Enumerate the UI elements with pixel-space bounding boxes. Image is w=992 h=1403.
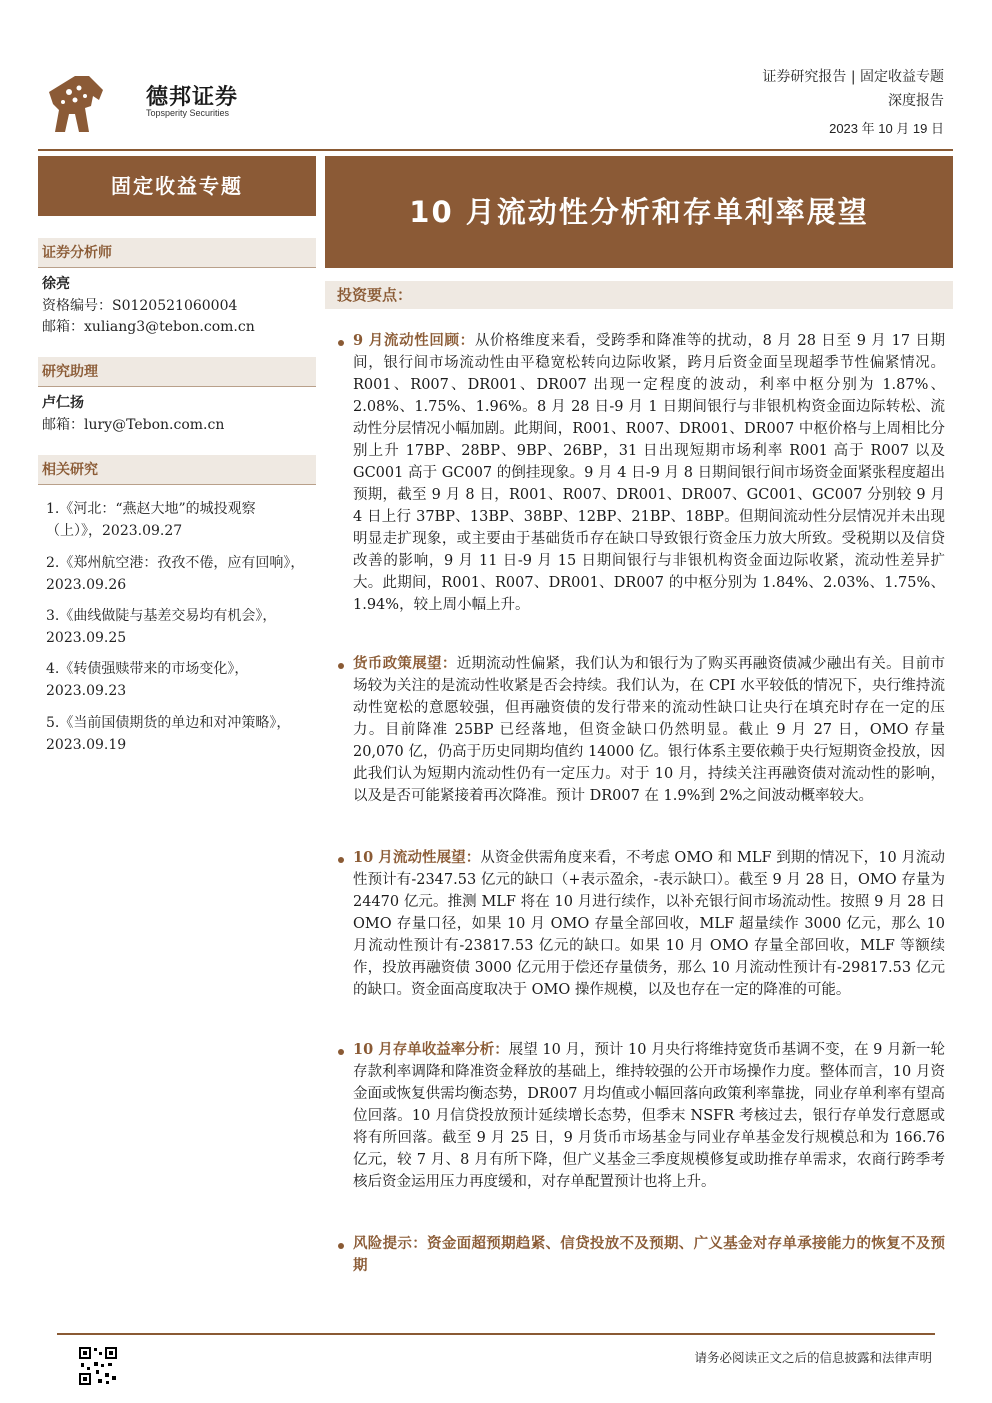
- investment-points-heading: 投资要点：: [325, 281, 953, 309]
- brand-name-cn: 德邦证券: [146, 85, 239, 110]
- assistant-email[interactable]: 邮箱：lury@Tebon.com.cn: [42, 417, 225, 433]
- company-logo: [45, 70, 107, 138]
- assistant-name: 卢仁扬: [42, 395, 84, 411]
- analyst-name: 徐亮: [42, 276, 70, 292]
- footer-divider: [57, 1333, 935, 1335]
- bullet-icon: [338, 1243, 344, 1249]
- qr-code-icon: [78, 1346, 118, 1386]
- report-title: 10 月流动性分析和存单利率展望: [325, 156, 953, 268]
- bullet-icon: [338, 857, 344, 863]
- legal-disclaimer: 请务必阅读正文之后的信息披露和法律声明: [694, 1350, 932, 1365]
- bullet-icon: [338, 340, 344, 346]
- category-banner: 固定收益专题: [38, 156, 316, 216]
- point-cd-yield: [353, 1039, 945, 1193]
- point-liquidity-review: [353, 330, 945, 616]
- brand-name-en: Topsperity Securities: [146, 108, 230, 118]
- risk-warning: 风险提示：资金面超预期趋紧、信贷投放不及预期、广义基金对存单承接能力的恢复不及预期: [353, 1235, 945, 1274]
- point-text: 展望 10 月，预计 10 月央行将维持宽货币基调不变，在 9 月新一轮存款利率调降和降准资金释放的基础上，维持较强的公开市场操作力度。整体而言，10 月资金面或恢复供需均衡态势，DR007 月均值或小幅回落向政策利率靠拢，同业存单利率有望高位回落。10 月信贷投放预计延续增长态势，但季末 NSFR 考核过去，银行存单发行意愿或将有所回落。截至 9 月 25 日，9 月货币市场基金与同业存单基金发行规模总和为 166.76 亿元，较 7 月、8 月有所下降，但广义基金三季度规模修复或助推存单需求，农商行跨季考核后资金运用压力再度缓和，对存单配置预计也将上升。: [353, 1042, 946, 1190]
- related-report-item[interactable]: 2.《郑州航空港：孜孜不倦，应有回响》，2023.09.26: [46, 555, 305, 593]
- bullet-icon: [338, 663, 344, 669]
- report-type: 证券研究报告 | 固定收益专题: [762, 69, 944, 85]
- point-text: 从资金供需角度来看，不考虑 OMO 和 MLF 到期的情况下，10 月流动性预计有-2347.53 亿元的缺口（+表示盈余，-表示缺口）。截至 9 月 28 日，OMO 存量为 24470 亿元。推测 MLF 将在 10 月进行续作，以补充银行间市场流动性。按照 9 月 28 日 OMO 存量口径，如果 10 月 OMO 存量全部回收，MLF 超量续作 3000 亿元，那么 10 月流动性预计有-23817.53 亿元的缺口。如果 10 月 OMO 存量全部回收，MLF 等额续作，投放再融资债 3000 亿元用于偿还存量债务，那么 10 月流动性预计有-29817.53 亿元的缺口。资金面高度取决于 OMO 操作规模，以及也存在一定的降准的可能。: [353, 850, 945, 998]
- point-monetary-policy: [353, 653, 945, 807]
- point-lead: 货币政策展望：: [353, 655, 457, 672]
- point-lead: 10 月流动性展望：: [353, 849, 481, 866]
- related-report-item[interactable]: 1.《河北：“燕赵大地”的城投观察（上）》，2023.09.27: [46, 501, 256, 539]
- analyst-heading: 证券分析师: [38, 238, 316, 268]
- analyst-email[interactable]: 邮箱：xuliang3@tebon.com.cn: [42, 319, 255, 335]
- related-report-item[interactable]: 5.《当前国债期货的单边和对冲策略》，2023.09.19: [46, 715, 291, 753]
- analyst-certificate: 资格编号：S0120521060004: [42, 298, 238, 314]
- related-report-item[interactable]: 4.《转债强赎带来的市场变化》，2023.09.23: [46, 661, 249, 699]
- related-research-heading: 相关研究: [38, 455, 316, 485]
- point-lead: 9 月流动性回顾：: [353, 332, 475, 349]
- report-date: 2023 年 10 月 19 日: [829, 121, 944, 136]
- header-divider: [38, 149, 953, 151]
- report-depth: 深度报告: [888, 93, 944, 109]
- point-october-liquidity: [353, 847, 945, 1001]
- point-text: 近期流动性偏紧，我们认为和银行为了购买再融资债减少融出有关。目前市场较为关注的是流动性收紧是否会持续。我们认为，在 CPI 水平较低的情况下，央行维持流动性宽松的意愿较强，但再融资债的发行带来的流动性缺口让央行在填充时存在一定的压力。目前降准 25BP 已经落地，但资金缺口仍然明显。截止 9 月 27 日，OMO 存量 20,070 亿，仍高于历史同期均值约 14000 亿。银行体系主要依赖于央行短期资金投放，因此我们认为短期内流动性仍有一定压力。对于 10 月，持续关注再融资债对流动性的影响，以及是否可能紧接着再次降准。预计 DR007 在 1.9%到 2%之间波动概率较大。: [353, 656, 945, 804]
- related-report-item[interactable]: 3.《曲线做陡与基差交易均有机会》，2023.09.25: [46, 608, 277, 646]
- point-lead: 10 月存单收益率分析：: [353, 1041, 509, 1058]
- point-text: 从价格维度来看，受跨季和降准等的扰动，8 月 28 日至 9 月 17 日期间，银行间市场流动性由平稳宽松转向边际收紧，跨月后资金面呈现超季节性偏紧情况。R001、R007、DR001、DR007 出现一定程度的波动，利率中枢分别为 1.87%、2.08%、1.75%、1.96%。8 月 28 日-9 月 1 日期间银行与非银机构资金面边际转松、流动性分层情况小幅加剧。此期间，R001、R007、DR001、DR007 中枢价格与上周相比分别上升 17BP、28BP、9BP、26BP，31 日出现短期市场利率 R001 高于 R007 以及 GC001 高于 GC007 的倒挂现象。9 月 4 日-9 月 8 日期间银行间市场资金面紧张程度超出预期，截至 9 月 8 日，R001、R007、DR001、DR007、GC001、GC007 分别较 9 月 4 日上行 37BP、13BP、38BP、12BP、21BP、18BP。但期间流动性分层情况并未出现明显走扩现象，或主要由于基础货币存在缺口导致银行资金压力放大所致。受税期以及信贷改善的影响，9 月 11 日-9 月 15 日期间银行与非银机构资金面边际收紧，流动性差异扩大。此期间，R001、R007、DR001、DR007 的中枢分别为 1.84%、2.03%、1.75%、1.94%，较上周小幅上升。: [353, 333, 945, 613]
- assistant-heading: 研究助理: [38, 357, 316, 387]
- bullet-icon: [338, 1049, 344, 1055]
